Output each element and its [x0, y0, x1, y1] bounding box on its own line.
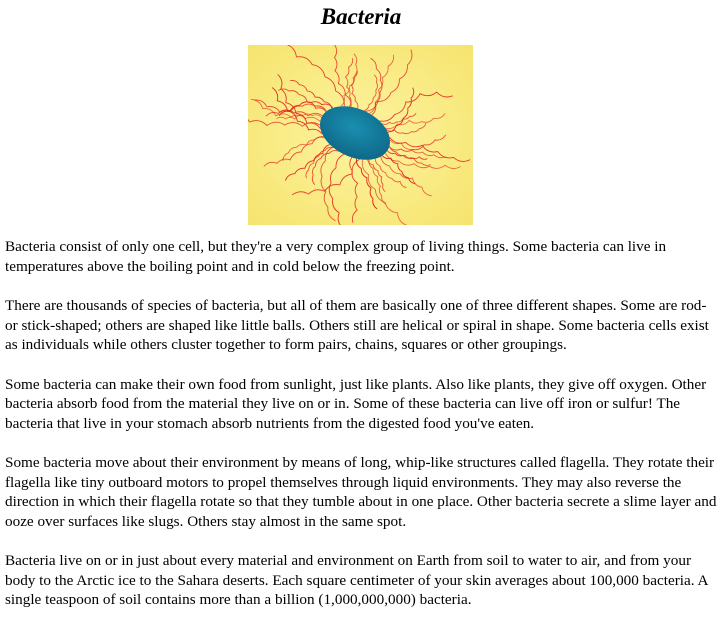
paragraph: Bacteria consist of only one cell, but they're a very complex group of living things. Some bacteria can live in temperatures above the boiling point and in cold below the freezing point.: [5, 238, 667, 275]
article-body: [5, 237, 720, 630]
bacterium-illustration: [248, 45, 473, 225]
paragraph: There are thousands of species of bacteria, but all of them are basically one of three different shapes. Some are rod- or stick-shaped; others are shaped like little balls. Others still are helical or spiral in shape. Some bacteria cells exist as individuals while others cluster together to form pairs, chains, squares or other groupings.: [5, 297, 709, 353]
page-title: Bacteria: [320, 4, 402, 29]
bacterium-image: [248, 45, 473, 225]
paragraph: Bacteria live on or in just about every material and environment on Earth from soil to water to air, and from your body to the Arctic ice to the Sahara deserts. Each square centimeter of your skin averages about 100,000 bacteria. A single teaspoon of soil contains more than a billion (1,000,000,000) bacteria.: [5, 552, 708, 608]
paragraph: Some bacteria move about their environment by means of long, whip-like structures called flagella. They rotate their flagella like tiny outboard motors to propel themselves through liquid environments. They may also reverse the direction in which their flagella rotate so that they tumble about in one place. Other bacteria secrete a slime layer and ooze over surfaces like slugs. Others stay almost in the same spot.: [5, 454, 717, 530]
paragraph: Some bacteria can make their own food from sunlight, just like plants. Also like plants, they give off oxygen. Other bacteria absorb food from the material they live on or in. Some of these bacteria can live off iron or sulfur! The bacteria that live in your stomach absorb nutrients from the digested food you've eaten.: [5, 375, 707, 432]
